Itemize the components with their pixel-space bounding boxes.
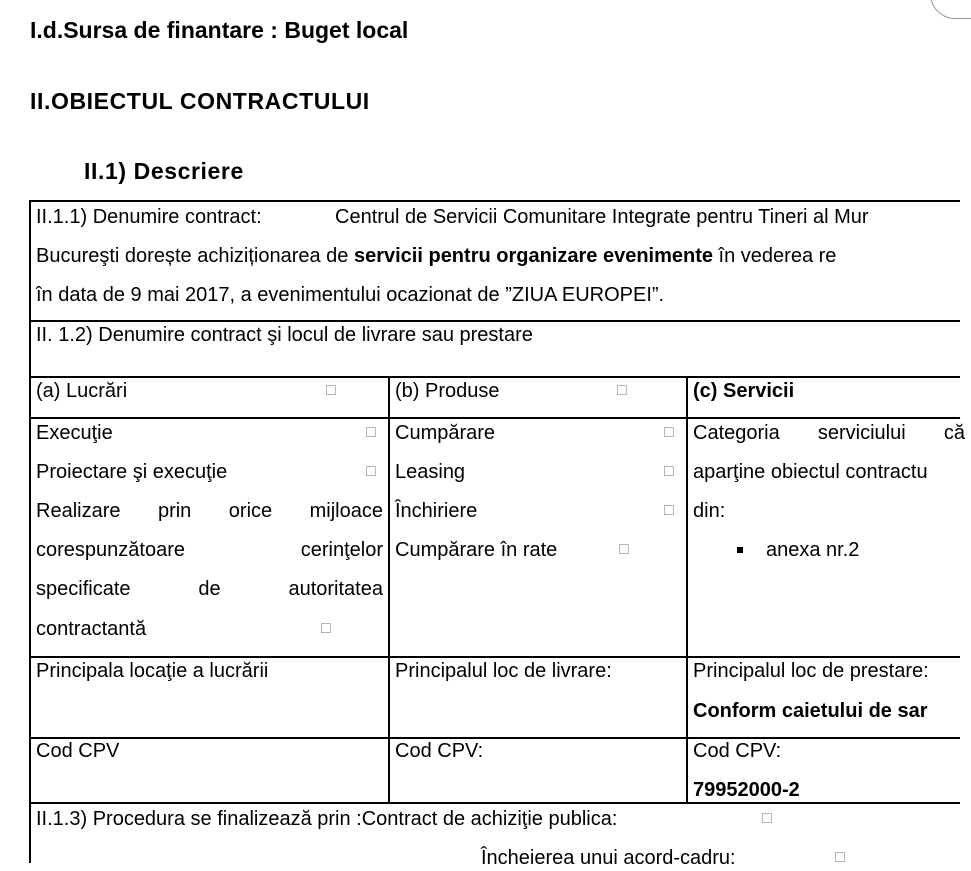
- contract-object-heading: II.OBIECTUL CONTRACTULUI: [30, 88, 370, 114]
- works-other-means-line3: specificate de autoritatea: [36, 578, 383, 600]
- works-checkbox[interactable]: □: [326, 382, 336, 399]
- contract-name-highlight: servicii pentru organizare evenimente: [353, 245, 713, 267]
- product-rent-checkbox[interactable]: □: [664, 502, 674, 519]
- delivery-location-label: Principalul loc de livrare:: [395, 660, 612, 682]
- public-contract-checkbox[interactable]: □: [762, 810, 772, 827]
- service-category-line3: din:: [693, 500, 726, 522]
- product-leasing-checkbox[interactable]: □: [664, 463, 674, 480]
- service-category-line2: aparţine obiectul contractu: [693, 461, 928, 483]
- services-column-header: (c) Servicii: [693, 380, 795, 402]
- bullet-icon: [737, 547, 743, 553]
- contract-name-line3: în data de 9 mai 2017, a evenimentului ocazionat de ”ZIUA EUROPEI”.: [36, 284, 665, 306]
- works-other-means-line2: corespunzătoare cerinţelor: [36, 539, 383, 561]
- product-purchase-checkbox[interactable]: □: [664, 424, 674, 441]
- products-column-header: (b) Produse: [395, 380, 500, 402]
- contract-name-line2: Bucureşti dorește achiziționarea de servicii pentru organizare evenimente în vederea re: [36, 245, 837, 267]
- product-installments-checkbox[interactable]: □: [619, 541, 629, 558]
- works-other-means-line1: Realizare prin orice mijloace: [36, 500, 383, 522]
- product-rent: Închiriere: [395, 500, 478, 522]
- procedure-label: II.1.3) Procedura se finalizează prin :Contract de achiziţie publica:: [36, 808, 618, 830]
- works-design-execution: Proiectare şi execuţie: [36, 461, 228, 483]
- works-cpv-label: Cod CPV: [36, 740, 120, 762]
- services-cpv-code: 79952000-2: [693, 779, 800, 801]
- works-design-execution-checkbox[interactable]: □: [366, 463, 376, 480]
- contract-name-label: II.1.1) Denumire contract:: [36, 206, 262, 228]
- works-execution: Execuţie: [36, 422, 113, 444]
- description-heading: II.1) Descriere: [84, 158, 244, 184]
- product-installments: Cumpărare în rate: [395, 539, 558, 561]
- framework-agreement-label: Încheierea unui acord-cadru:: [481, 847, 736, 869]
- services-cpv-label: Cod CPV:: [693, 740, 782, 762]
- products-cpv-label: Cod CPV:: [395, 740, 484, 762]
- works-other-means-checkbox[interactable]: □: [321, 620, 331, 637]
- funding-source-heading: I.d.Sursa de finantare : Buget local: [30, 17, 409, 43]
- product-purchase: Cumpărare: [395, 422, 496, 444]
- section-112-label: II. 1.2) Denumire contract şi locul de livrare sau prestare: [36, 324, 533, 346]
- service-location-label: Principalul loc de prestare:: [693, 660, 929, 682]
- service-annex: anexa nr.2: [766, 539, 860, 561]
- works-location-label: Principala locaţie a lucrării: [36, 660, 269, 682]
- product-leasing: Leasing: [395, 461, 466, 483]
- works-other-means-line4: contractantă: [36, 618, 147, 640]
- works-column-header: (a) Lucrări: [36, 380, 128, 402]
- framework-agreement-checkbox[interactable]: □: [835, 849, 845, 866]
- contract-name-line1: Centrul de Servicii Comunitare Integrate pentru Tineri al Mur: [335, 206, 869, 228]
- products-checkbox[interactable]: □: [617, 382, 627, 399]
- page-corner-decoration: [930, 0, 971, 19]
- service-location-value: Conform caietului de sar: [693, 700, 928, 722]
- service-category-line1: Categoria serviciului că: [693, 422, 965, 444]
- works-execution-checkbox[interactable]: □: [366, 424, 376, 441]
